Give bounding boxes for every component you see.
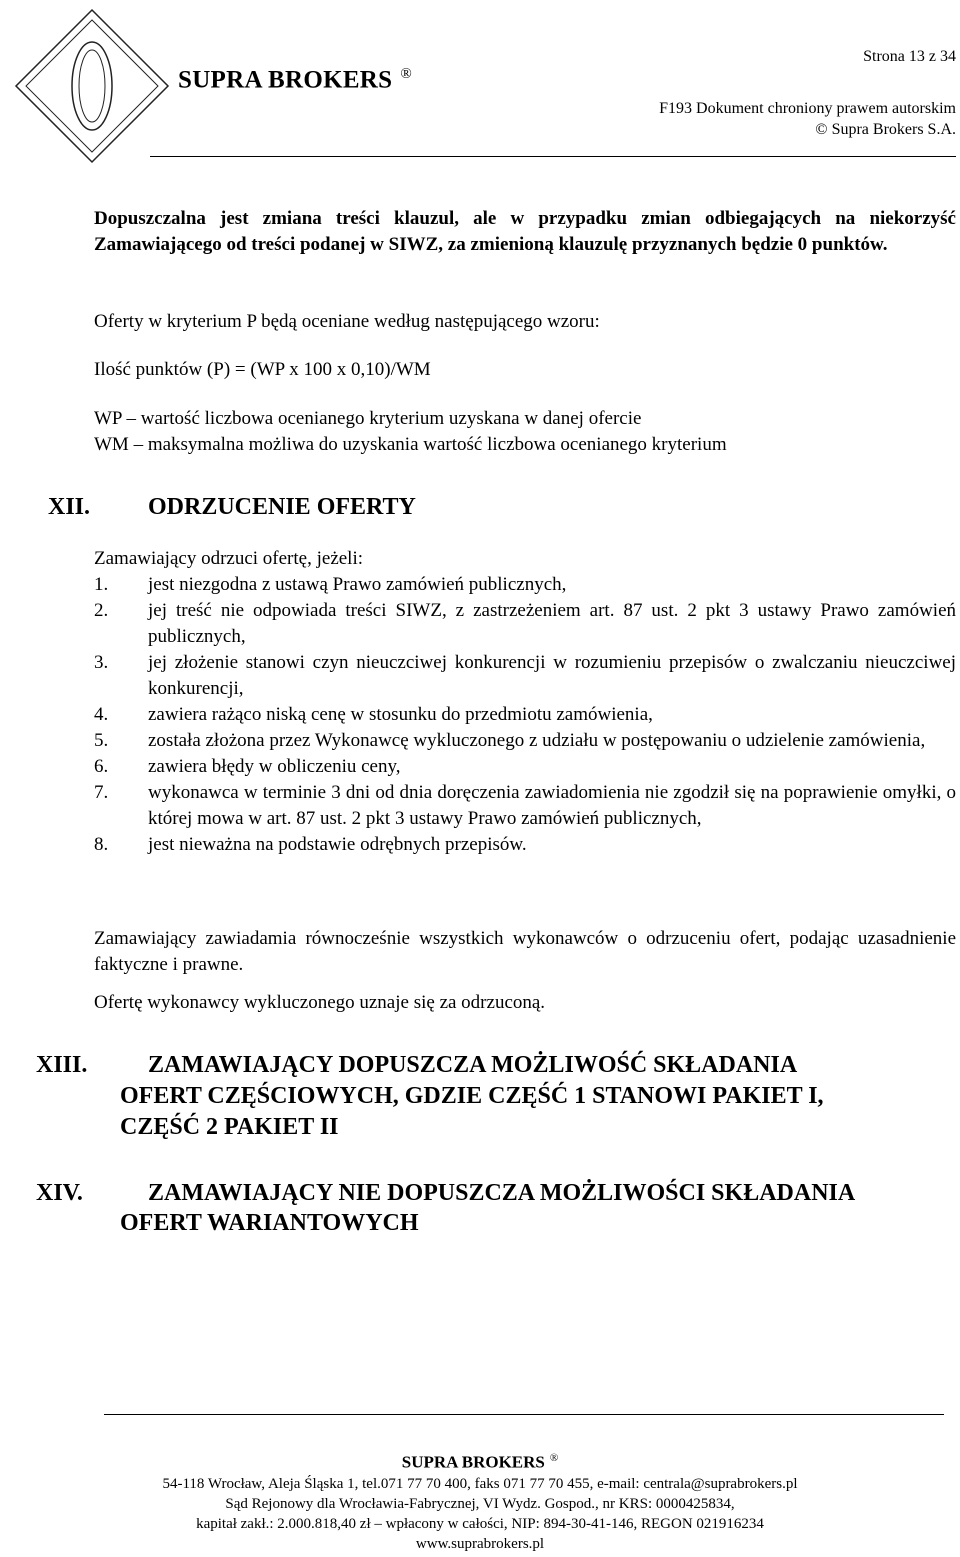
list-item: 3. jej złożenie stanowi czyn nieuczciwej konkurencji w rozumieniu przepisów o zwalczaniu nieuczciwej konkurencji, <box>94 652 956 699</box>
list-item: 5. została złożona przez Wykonawcę wykluczonego z udziału w postępowaniu o udzielenie zamówienia, <box>94 730 926 751</box>
formula-intro: Oferty w kryterium P będą oceniane według następującego wzoru: <box>94 311 600 332</box>
list-item: 1. jest niezgodna z ustawą Prawo zamówień publicznych, <box>94 574 567 595</box>
list-item: 7. wykonawca w terminie 3 dni od dnia doręczenia zawiadomienia nie zgodził się na poprawienie omyłki, o której mowa w art. 87 ust. 2 pkt 3 ustawy Prawo zamówień publicznych, <box>94 782 956 829</box>
footer-capital-info: kapitał zakł.: 2.000.818,40 zł – wpłacony w całości, NIP: 894-30-41-146, REGON 021916234 <box>196 1516 764 1532</box>
page-number: Strona 13 z 34 <box>863 48 956 65</box>
footer-address: 54-118 Wrocław, Aleja Śląska 1, tel.071 77 70 400, faks 071 77 70 455, e-mail: centrala@suprabrokers.pl <box>162 1476 798 1492</box>
clause-change-note: Dopuszczalna jest zmiana treści klauzul, ale w przypadku zmian odbiegających na niekorzyść Zamawiającego od treści podanej w SIWZ, za zmienioną klauzulę przyznanych będzie 0 punktów. <box>94 208 956 255</box>
wp-definition: WP – wartość liczbowa ocenianego kryterium uzyskana w danej ofercie <box>94 408 642 429</box>
formula: Ilość punktów (P) = (WP x 100 x 0,10)/WM <box>94 359 431 380</box>
rejection-intro: Zamawiający odrzuci ofertę, jeżeli: <box>94 548 364 569</box>
footer-court-registry: Sąd Rejonowy dla Wrocławia-Fabrycznej, VI Wydz. Gospod., nr KRS: 0000425834, <box>225 1496 735 1512</box>
list-item: 2. jej treść nie odpowiada treści SIWZ, z zastrzeżeniem art. 87 ust. 2 pkt 3 ustawy Prawo zamówień publicznych, <box>94 600 956 647</box>
section-title-line: CZĘŚĆ 2 PAKIET II <box>120 1114 339 1140</box>
section-title-line: OFERT WARIANTOWYCH <box>120 1210 419 1236</box>
footer-brand: SUPRA BROKERS ® <box>401 1452 559 1472</box>
registered-mark: ® <box>400 66 413 82</box>
section-number: XII. <box>48 494 91 520</box>
section-title: ODRZUCENIE OFERTY <box>148 494 416 520</box>
wm-definition: WM – maksymalna możliwa do uzyskania wartość liczbowa ocenianego kryterium <box>94 434 727 455</box>
section-title-line: ZAMAWIAJĄCY DOPUSZCZA MOŻLIWOŚĆ SKŁADANIA <box>148 1052 798 1078</box>
section-title-line: ZAMAWIAJĄCY NIE DOPUSZCZA MOŻLIWOŚCI SKŁADANIA <box>148 1180 856 1206</box>
copyright-note: F193 Dokument chroniony prawem autorskim © Supra Brokers S.A. <box>659 100 956 138</box>
list-item: 6. zawiera błędy w obliczeniu ceny, <box>94 756 401 777</box>
header-divider <box>150 156 956 157</box>
footer-divider <box>104 1414 944 1415</box>
section-title-line: OFERT CZĘŚCIOWYCH, GDZIE CZĘŚĆ 1 STANOWI PAKIET I, <box>120 1083 824 1109</box>
excluded-offer-note: Ofertę wykonawcy wykluczonego uznaje się za odrzuconą. <box>94 992 546 1013</box>
list-item: 8. jest nieważna na podstawie odrębnych przepisów. <box>94 834 527 855</box>
company-logo-icon <box>12 6 172 166</box>
list-item: 4. zawiera rażąco niską cenę w stosunku do przedmiotu zamówienia, <box>94 704 653 725</box>
rejection-notice: Zamawiający zawiadamia równocześnie wszystkich wykonawców o odrzuceniu ofert, podając uzasadnienie faktyczne i prawne. <box>94 928 956 975</box>
section-number: XIV. <box>36 1180 83 1206</box>
header-brand: SUPRA BROKERS ® <box>178 66 413 94</box>
section-number: XIII. <box>36 1052 88 1078</box>
rejection-list <box>94 572 956 858</box>
footer-website-link[interactable]: www.suprabrokers.pl <box>415 1536 545 1552</box>
registered-mark: ® <box>549 1452 559 1464</box>
